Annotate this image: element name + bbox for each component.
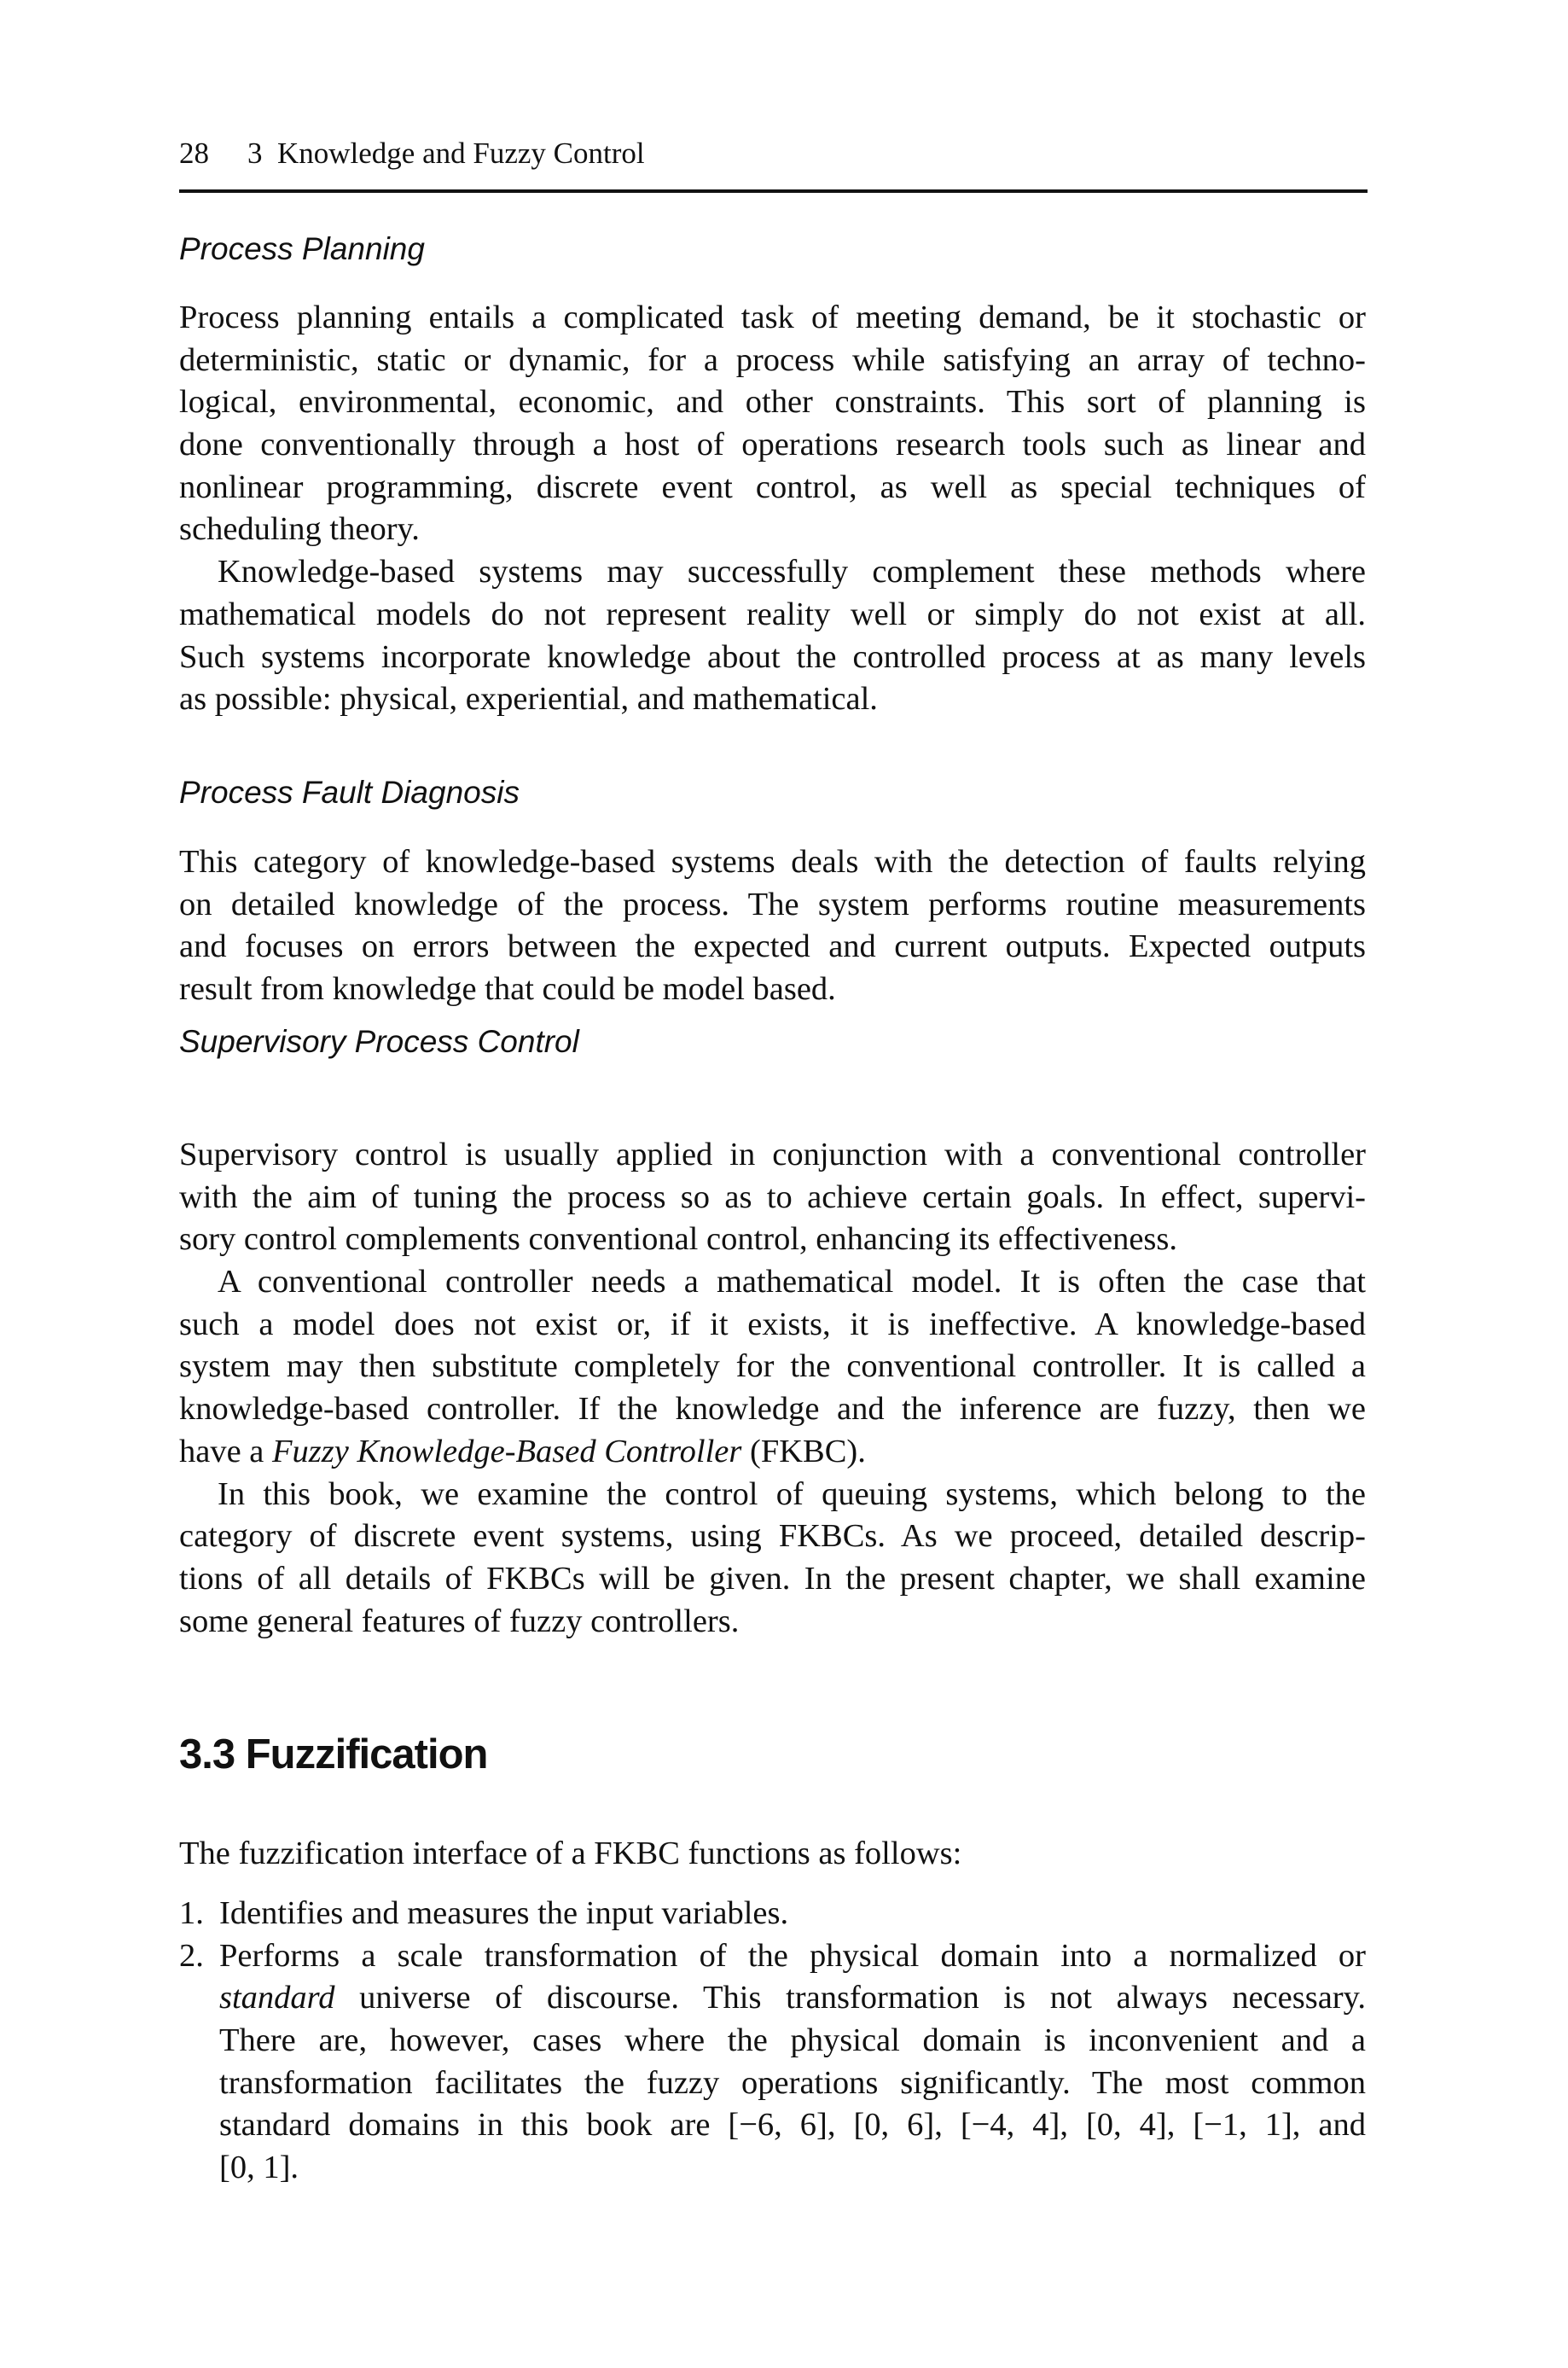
text-line: [179, 1431, 1366, 1474]
text-line: scheduling theory.: [179, 511, 420, 548]
text-line: A conventional controller needs a mathematical model. It is often the case that: [218, 1264, 1366, 1300]
paragraph: [179, 1474, 1366, 1644]
text-line: Supervisory control is usually applied in conjunction with a conventional controller: [179, 1137, 1366, 1172]
emphasized-text: standard: [219, 1980, 335, 2016]
text-line: [0, 1].: [219, 2150, 299, 2186]
text-run: (FKBC).: [741, 1433, 866, 1469]
text-line: done conventionally through a host of operations research tools such as linear and: [179, 427, 1366, 463]
text-line: standard domains in this book are [−6, 6], [0, 6], [−4, 4], [0, 4], [−1, 1], and: [219, 2107, 1366, 2144]
text-line: logical, environmental, economic, and other constraints. This sort of planning is: [179, 384, 1366, 421]
text-line: In this book, we examine the control of queuing systems, which belong to the: [218, 1475, 1366, 1512]
text-line: result from knowledge that could be model based.: [179, 971, 836, 1008]
list-number: 1.: [179, 1895, 204, 1931]
text-run: have a: [179, 1433, 273, 1469]
body-process-planning: [179, 297, 1366, 721]
text-line: Process planning entails a complicated task of meeting demand, be it stochastic or: [179, 300, 1366, 335]
section-heading-fuzzification: 3.3 Fuzzification: [179, 1731, 488, 1777]
list-item: [179, 1935, 1366, 2190]
text-line: knowledge-based controller. If the knowledge and the inference are fuzzy, then we: [179, 1391, 1366, 1428]
text-line: on detailed knowledge of the process. The system performs routine measurements: [179, 886, 1366, 922]
subheading-supervisory-control: Supervisory Process Control: [179, 1024, 579, 1059]
text-line: deterministic, static or dynamic, for a process while satisfying an array of techno-: [179, 341, 1366, 378]
paragraph: [179, 551, 1366, 721]
text-run: universe of discourse. This transformation is not always necessary.: [334, 1980, 1366, 2016]
fuzzification-steps-list: [179, 1893, 1366, 2190]
text-line: sory control complements conventional control, enhancing its effectiveness.: [179, 1221, 1178, 1258]
text-line: Knowledge-based systems may successfully complement these methods where: [218, 554, 1366, 591]
body-supervisory-control: [179, 1134, 1366, 1643]
text-line: category of discrete event systems, using FKBCs. As we proceed, detailed descrip-: [179, 1518, 1366, 1555]
subheading-fault-diagnosis: Process Fault Diagnosis: [179, 775, 520, 810]
running-header: [179, 132, 1366, 175]
text-line: and focuses on errors between the expected and current outputs. Expected outputs: [179, 928, 1366, 965]
paragraph: [179, 1134, 1366, 1261]
subheading-process-planning: Process Planning: [179, 231, 425, 266]
text-line: mathematical models do not represent reality well or simply do not exist at all.: [179, 596, 1366, 632]
text-line: There are, however, cases where the physical domain is inconvenient and a: [219, 2022, 1366, 2059]
body-fuzzification: [179, 1833, 1366, 1876]
header-rule: [179, 189, 1368, 193]
paragraph: [179, 297, 1366, 551]
list-item: [179, 1893, 1366, 1935]
text-line: as possible: physical, experiential, and mathematical.: [179, 681, 878, 718]
text-line: such a model does not exist or, if it exists, it is ineffective. A knowledge-based: [179, 1306, 1366, 1342]
text-line: Performs a scale transformation of the physical domain into a normalized or: [219, 1937, 1366, 1974]
text-line: system may then substitute completely for the conventional controller. It is called a: [179, 1348, 1366, 1385]
text-line: Identifies and measures the input variables.: [219, 1895, 789, 1931]
text-line: This category of knowledge-based systems deals with the detection of faults relying: [179, 844, 1366, 880]
page-number: 28: [179, 137, 209, 170]
text-line: nonlinear programming, discrete event control, as well as special techniques of: [179, 468, 1366, 505]
text-line: The fuzzification interface of a FKBC functions as follows:: [179, 1836, 962, 1871]
text-line: Such systems incorporate knowledge about the controlled process at as many levels: [179, 638, 1366, 675]
paragraph: [179, 841, 1366, 1011]
running-title: 3 Knowledge and Fuzzy Control: [247, 137, 645, 170]
emphasized-text: Fuzzy Knowledge-Based Controller: [272, 1433, 742, 1469]
text-line: with the aim of tuning the process so as to achieve certain goals. In effect, supervi-: [179, 1178, 1366, 1215]
body-fault-diagnosis: [179, 841, 1366, 1011]
list-number: 2.: [179, 1937, 204, 1974]
paragraph: [179, 1261, 1366, 1473]
text-line: [219, 1977, 1366, 2020]
text-line: tions of all details of FKBCs will be given. In the present chapter, we shall examine: [179, 1560, 1366, 1597]
text-line: some general features of fuzzy controllers.: [179, 1603, 740, 1639]
paragraph: [179, 1833, 1366, 1876]
text-line: transformation facilitates the fuzzy operations significantly. The most common: [219, 2064, 1366, 2101]
